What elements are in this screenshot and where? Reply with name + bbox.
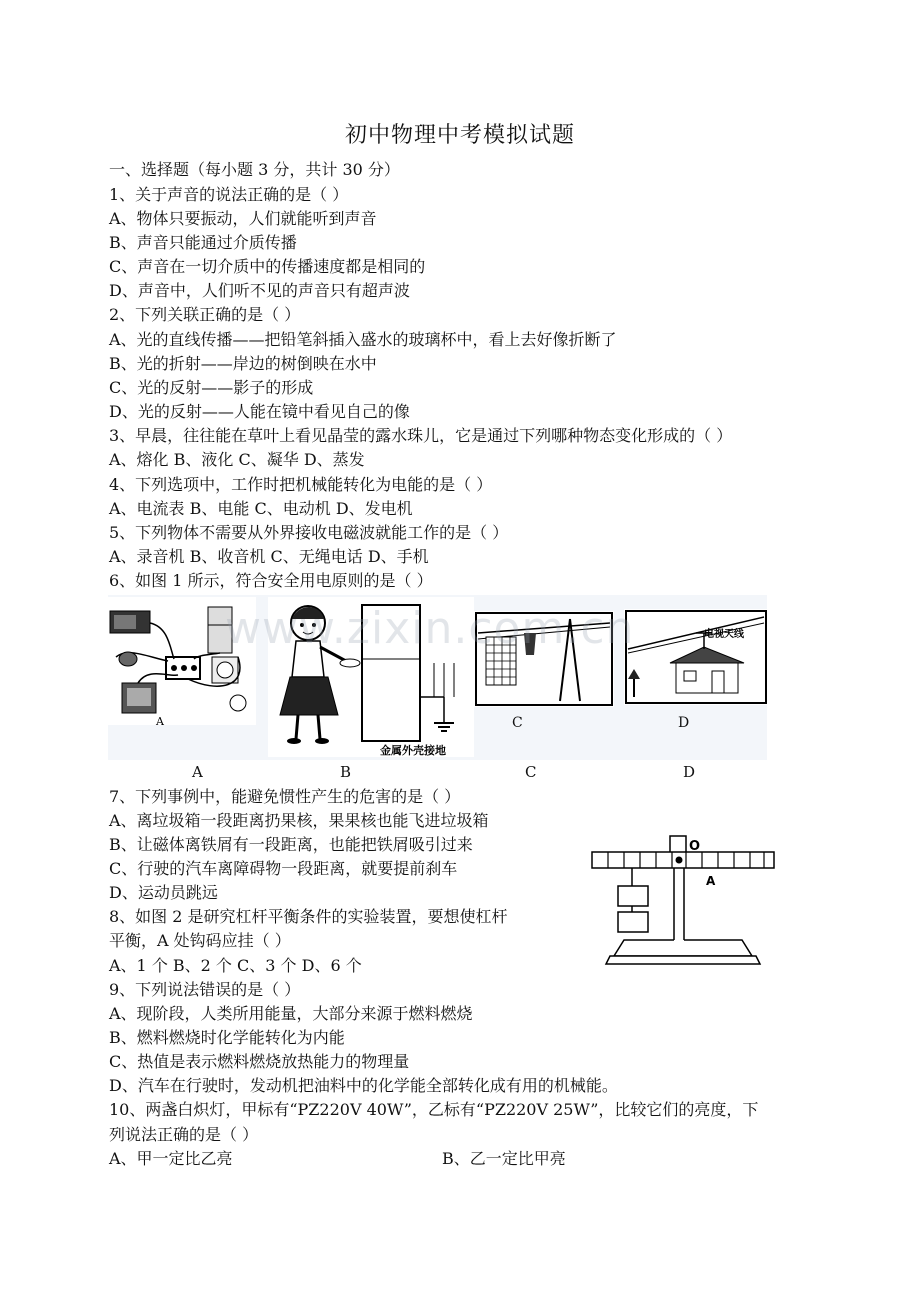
text-line: 4、下列选项中，工作时把机械能转化为电能的是（ ）	[109, 475, 493, 494]
text-line: B、乙一定比甲亮	[442, 1149, 566, 1168]
text-line: C、热值是表示燃料燃烧放热能力的物理量	[109, 1052, 410, 1071]
text-line: 9、下列说法错误的是（ ）	[109, 980, 301, 999]
text-line: C、声音在一切介质中的传播速度都是相同的	[109, 257, 426, 276]
page-title: 初中物理中考模拟试题	[344, 123, 575, 148]
figure-2-lever	[588, 828, 778, 978]
text-line: D、光的反射——人能在镜中看见自己的像	[109, 402, 410, 421]
text-line: 7、下列事例中，能避免惯性产生的危害的是（ ）	[109, 787, 461, 806]
figure-1-label-b: B	[340, 763, 352, 781]
text-line: 6、如图 1 所示，符合安全用电原则的是（ ）	[109, 571, 433, 590]
text-line: A、电流表 B、电能 C、电动机 D、发电机	[109, 499, 413, 518]
text-line: A、离垃圾箱一段距离扔果核，果果核也能飞进垃圾箱	[109, 811, 489, 830]
text-line: A、熔化 B、液化 C、凝华 D、蒸发	[109, 450, 365, 469]
figure-1-label-c: C	[525, 763, 537, 781]
text-line: 3、早晨，往往能在草叶上看见晶莹的露水珠儿，它是通过下列哪种物态变化形成的（ ）	[109, 426, 733, 445]
text-line: B、燃料燃烧时化学能转化为内能	[109, 1028, 345, 1047]
panel-c-label: C	[512, 715, 523, 731]
figure-1-panel-d	[624, 609, 768, 705]
pivot-label: O	[689, 839, 701, 854]
text-line: A、物体只要振动，人们就能听到声音	[109, 209, 377, 228]
text-line: A、1 个 B、2 个 C、3 个 D、6 个	[109, 956, 362, 975]
text-line: D、运动员跳远	[109, 883, 218, 902]
text-line: A、录音机 B、收音机 C、无绳电话 D、手机	[109, 547, 429, 566]
text-line: A、光的直线传播——把铅笔斜插入盛水的玻璃杯中，看上去好像折断了	[109, 330, 617, 349]
text-line: 1、关于声音的说法正确的是（ ）	[109, 185, 349, 204]
text-line: B、光的折射——岸边的树倒映在水中	[109, 354, 377, 373]
point-a-label: A	[706, 874, 716, 888]
text-line: D、声音中，人们听不见的声音只有超声波	[109, 281, 410, 300]
text-line: 2、下列关联正确的是（ ）	[109, 305, 301, 324]
text-line: 10、两盏白炽灯，甲标有“PZ220V 40W”，乙标有“PZ220V 25W”，比较它们的亮度，下	[109, 1100, 759, 1119]
panel-d-caption: 电视天线	[704, 629, 744, 640]
text-line: A、甲一定比乙亮	[109, 1149, 233, 1168]
figure-1-label-d: D	[683, 763, 696, 781]
text-line: 平衡，A 处钩码应挂（ ）	[109, 931, 291, 950]
text-line: C、行驶的汽车离障碍物一段距离，就要提前刹车	[109, 859, 458, 878]
figure-1-label-a: A	[192, 763, 203, 781]
text-line: C、光的反射——影子的形成	[109, 378, 314, 397]
text-line: 列说法正确的是（ ）	[109, 1125, 259, 1144]
watermark: www.zixin.com.cn	[225, 603, 635, 654]
text-line: 8、如图 2 是研究杠杆平衡条件的实验装置，要想使杠杆	[109, 907, 508, 926]
panel-b-caption: 金属外壳接地	[380, 744, 446, 757]
panel-a-label: A	[156, 715, 164, 725]
text-line: B、让磁体离铁屑有一段距离，也能把铁屑吸引过来	[109, 835, 473, 854]
panel-d-label: D	[678, 715, 690, 731]
text-line: D、汽车在行驶时，发动机把油料中的化学能全部转化成有用的机械能。	[109, 1076, 618, 1095]
text-line: A、现阶段，人类所用能量，大部分来源于燃料燃烧	[109, 1004, 473, 1023]
text-line: 5、下列物体不需要从外界接收电磁波就能工作的是（ ）	[109, 523, 509, 542]
text-line: B、声音只能通过介质传播	[109, 233, 297, 252]
text-line: 一、选择题（每小题 3 分，共计 30 分）	[109, 160, 400, 179]
